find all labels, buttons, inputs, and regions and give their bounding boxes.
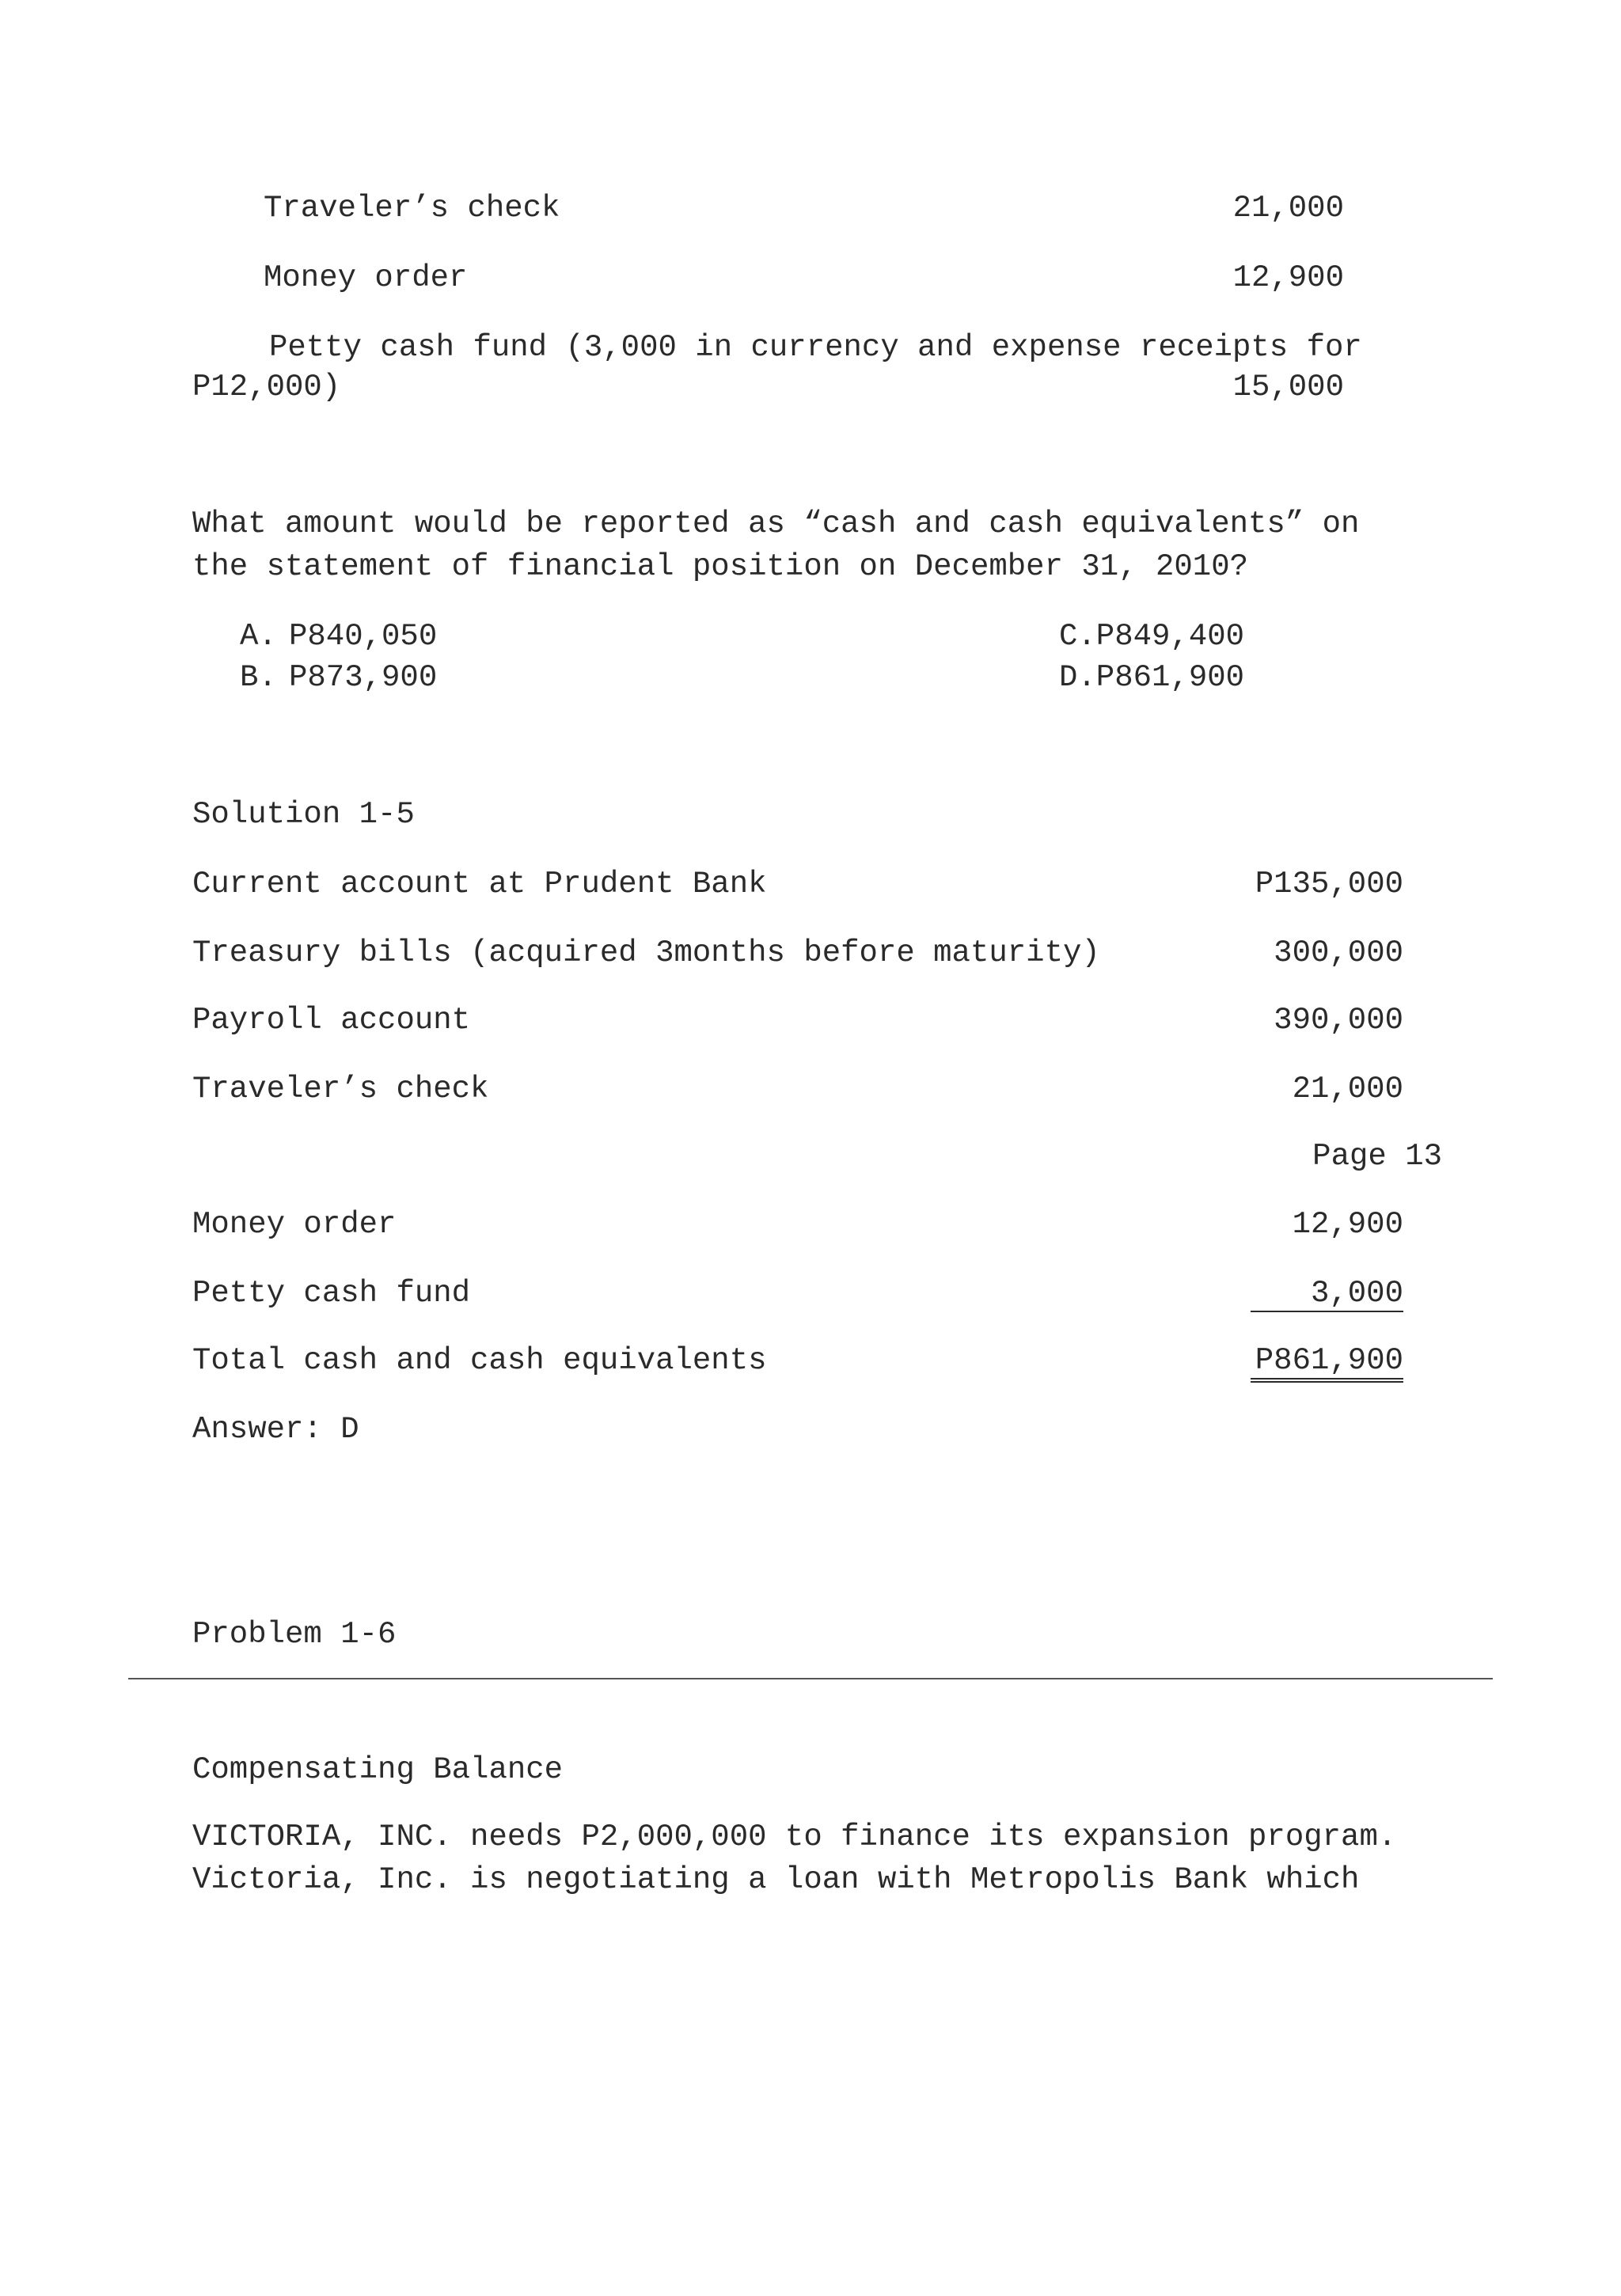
solution-row-label: Money order	[192, 1207, 397, 1242]
problem-subheading: Compensating Balance	[192, 1752, 564, 1787]
choice-b-letter: B.	[240, 660, 277, 695]
total-label: Total cash and cash equivalents	[192, 1343, 767, 1378]
solution-row-amount: 21,000	[1292, 1072, 1403, 1106]
question-line1: What amount would be reported as “cash and cash equivalents” on	[192, 507, 1360, 541]
page-number: Page 13	[1312, 1139, 1442, 1174]
item-label: Money order	[264, 260, 468, 295]
solution-row-label: Petty cash fund	[192, 1276, 471, 1311]
petty-cash-line2: P12,000)	[192, 370, 341, 404]
solution-row-amount-underlined: 3,000	[1251, 1278, 1403, 1312]
choice-a-text: P840,050	[289, 619, 438, 654]
solution-row-amount: 300,000	[1274, 935, 1403, 970]
item-label: Traveler’s check	[264, 191, 560, 226]
solution-row-label: Traveler’s check	[192, 1072, 489, 1106]
problem-text-line1: VICTORIA, INC. needs P2,000,000 to finance its expansion program.	[192, 1820, 1397, 1854]
problem-heading: Problem 1-6	[192, 1617, 397, 1652]
problem-text-line2: Victoria, Inc. is negotiating a loan with Metropolis Bank which	[192, 1862, 1360, 1897]
choice-a-letter: A.	[240, 619, 277, 654]
solution-row-label: Current account at Prudent Bank	[192, 867, 767, 901]
choice-c-text: C.P849,400	[1059, 619, 1245, 654]
petty-cash-line1: Petty cash fund (3,000 in currency and expense receipts for	[269, 330, 1362, 365]
item-amount: 21,000	[1232, 191, 1344, 226]
item-amount: 12,900	[1232, 260, 1344, 295]
solution-heading: Solution 1-5	[192, 797, 415, 832]
solution-row-amount: P135,000	[1255, 867, 1403, 901]
solution-row-label: Payroll account	[192, 1003, 471, 1038]
total-amount: P861,900	[1251, 1345, 1403, 1383]
petty-cash-amount: 15,000	[1232, 370, 1344, 404]
section-divider	[128, 1678, 1493, 1679]
solution-row-amount: 12,900	[1292, 1207, 1403, 1242]
question-line2: the statement of financial position on December 31, 2010?	[192, 549, 1249, 584]
choice-b-text: P873,900	[289, 660, 438, 695]
choice-d-text: D.P861,900	[1059, 660, 1245, 695]
answer: Answer: D	[192, 1412, 359, 1447]
solution-row-amount: 390,000	[1274, 1003, 1403, 1038]
solution-row-label: Treasury bills (acquired 3months before maturity)	[192, 935, 1100, 970]
